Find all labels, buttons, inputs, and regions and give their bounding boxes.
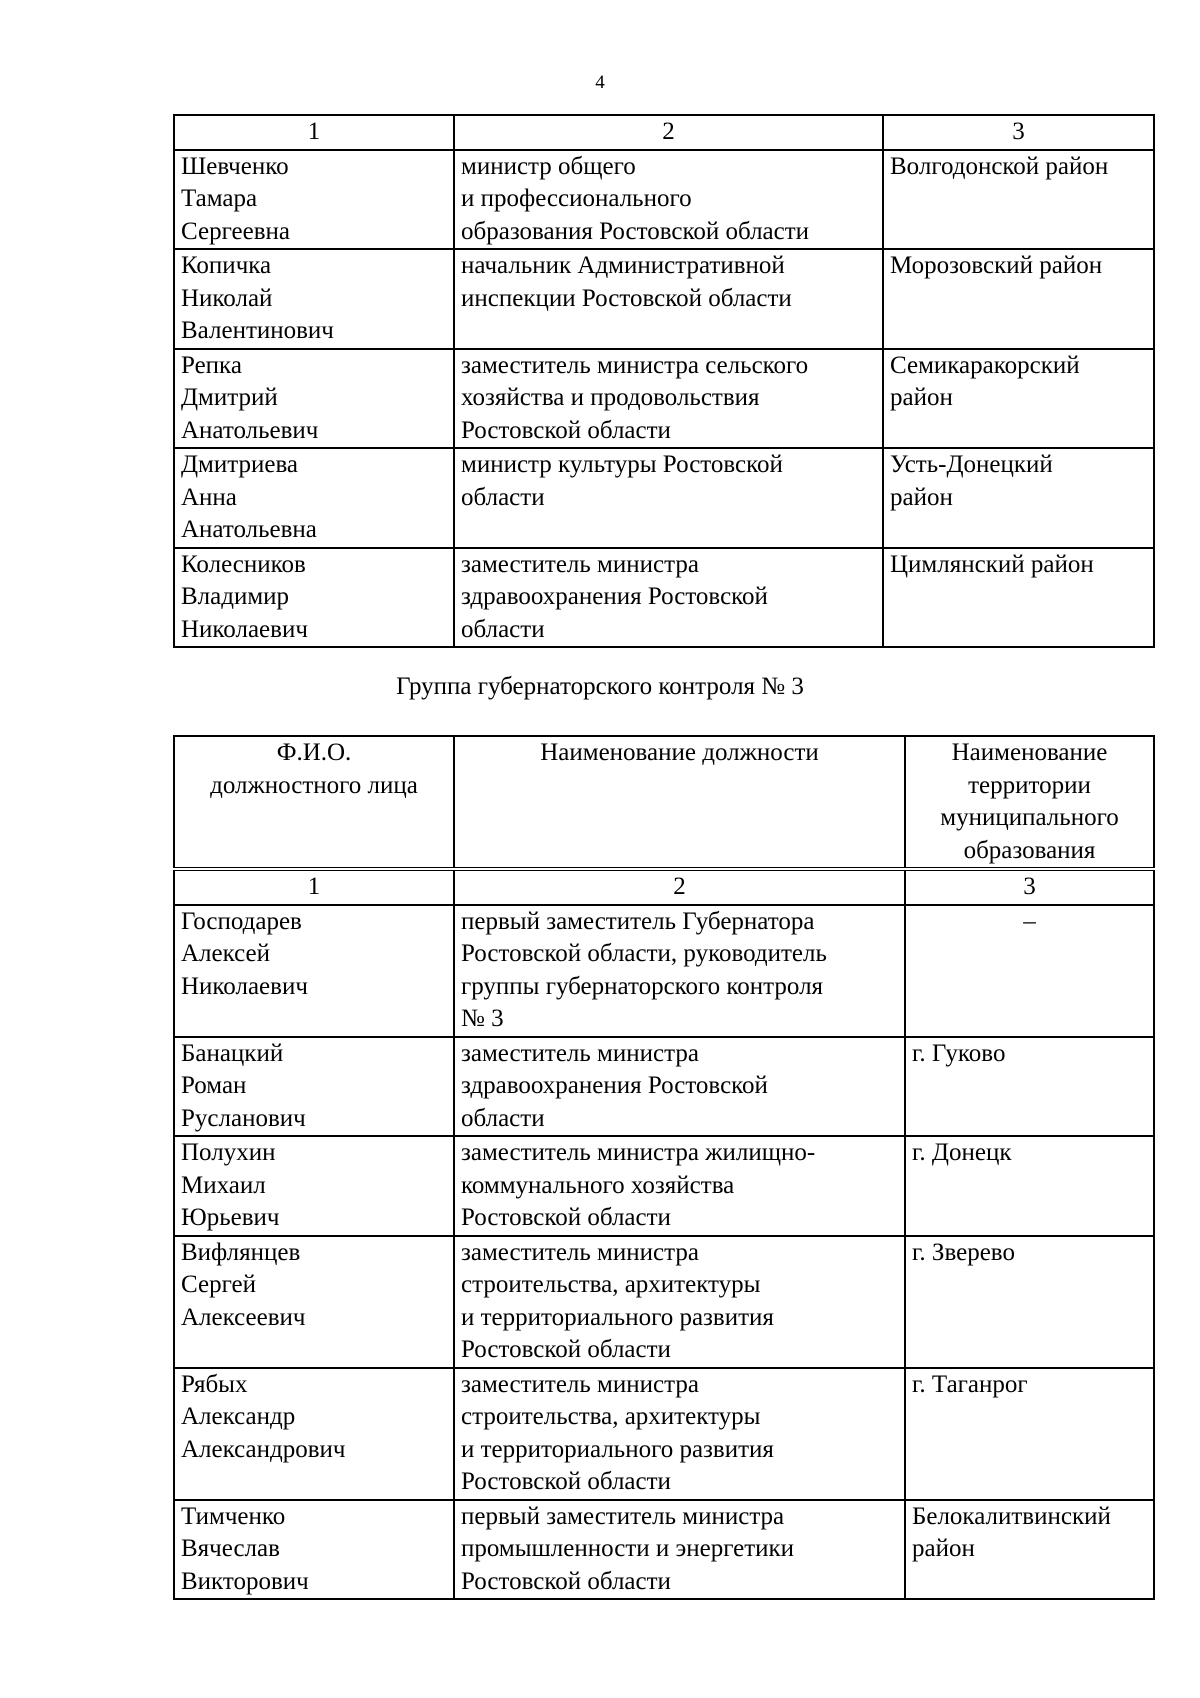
table-row [174, 1500, 1154, 1600]
position-cell-line: области [461, 483, 545, 511]
position-cell-line: № 3 [461, 1005, 504, 1032]
territory-cell [905, 1136, 1154, 1236]
person-name-cell-line: Николаевич [181, 615, 308, 643]
column-number: 2 [454, 115, 883, 150]
column-number-row [174, 869, 1154, 905]
territory-cell-line: Усть-Донецкий [890, 451, 1053, 478]
person-name-cell-line: Вифлянцев [181, 1238, 301, 1266]
position-cell-line: Ростовской области [461, 416, 671, 444]
position-cell-line: заместитель министра [461, 1039, 699, 1067]
position-cell-line: строительства, архитектуры [461, 1403, 761, 1430]
header-position-line: Наименование должности [540, 739, 819, 766]
table-row [174, 249, 1154, 349]
person-name-cell [174, 349, 454, 449]
person-name-cell-line: Вячеслав [181, 1535, 280, 1562]
position-cell-line: заместитель министра жилищно- [461, 1139, 816, 1166]
header-territory-line: образования [963, 836, 1096, 864]
header-full-name-line: Ф.И.О. [276, 739, 352, 766]
table-row [174, 150, 1154, 250]
person-name-cell [174, 1368, 454, 1500]
person-name-cell-line: Колесников [181, 550, 306, 578]
person-name-cell-line: Викторович [181, 1567, 309, 1595]
position-cell-line: области [461, 615, 545, 643]
position-cell [454, 1037, 905, 1137]
person-name-cell [174, 548, 454, 648]
header-full-name-line: должностного лица [210, 771, 418, 799]
position-cell [454, 249, 883, 349]
position-cell [454, 1236, 905, 1368]
person-name-cell-line: Владимир [181, 583, 290, 610]
position-cell-line: здравоохранения Ростовской [461, 583, 768, 610]
territory-cell [905, 1236, 1154, 1368]
person-name-cell-line: Александрович [181, 1435, 346, 1463]
territory-cell [883, 150, 1154, 250]
position-cell-line: промышленности и энергетики [461, 1535, 795, 1562]
territory-cell [883, 349, 1154, 449]
column-number: 1 [174, 869, 454, 905]
group-2-table-continuation [173, 114, 1155, 648]
table-row [174, 1136, 1154, 1236]
position-cell-line: министр культуры Ростовской [461, 451, 783, 478]
header-territory-line: муниципального [940, 804, 1119, 831]
territory-cell-line: г. Зверево [912, 1238, 1015, 1266]
position-cell-line: Ростовской области, руководитель [461, 940, 827, 967]
person-name-cell [174, 1037, 454, 1137]
person-name-cell-line: Валентинович [181, 317, 334, 344]
position-cell-line: Ростовской области [461, 1204, 671, 1231]
position-cell-line: и профессионального [461, 185, 692, 212]
position-cell-line: инспекции Ростовской области [461, 284, 792, 312]
territory-cell-line: г. Гуково [912, 1039, 1006, 1067]
header-territory-line: территории [968, 771, 1091, 799]
position-cell-line: строительства, архитектуры [461, 1271, 761, 1298]
person-name-cell-line: Анатольевич [181, 416, 319, 444]
person-name-cell-line: Сергеевна [181, 217, 290, 245]
position-cell [454, 150, 883, 250]
position-cell-line: хозяйства и продовольствия [461, 384, 760, 411]
person-name-cell-line: Александр [181, 1403, 296, 1430]
person-name-cell-line: Михаил [181, 1171, 266, 1199]
position-cell-line: коммунального хозяйства [461, 1171, 735, 1199]
position-cell-line: заместитель министра сельского [461, 351, 809, 379]
position-cell-line: и территориального развития [461, 1303, 774, 1331]
header-position [454, 736, 905, 869]
person-name-cell-line: Дмитриева [181, 451, 299, 478]
header-full-name [174, 736, 454, 869]
person-name-cell-line: Тамара [181, 185, 258, 212]
table-row [174, 548, 1154, 648]
position-cell-line: министр общего [461, 152, 636, 180]
person-name-cell [174, 1500, 454, 1600]
person-name-cell-line: Алексей [181, 940, 271, 967]
table-row [174, 448, 1154, 548]
territory-cell [883, 249, 1154, 349]
territory-cell-line: Цимлянский район [890, 550, 1094, 578]
position-cell-line: здравоохранения Ростовской [461, 1072, 768, 1099]
page-number: 4 [595, 72, 605, 93]
person-name-cell-line: Анна [181, 483, 237, 511]
person-name-cell-line: Роман [181, 1072, 247, 1099]
person-name-cell [174, 905, 454, 1037]
person-name-cell-line: Копичка [181, 252, 272, 279]
territory-cell [883, 548, 1154, 648]
territory-cell-line: Морозовский район [890, 252, 1103, 279]
position-cell [454, 548, 883, 648]
person-name-cell-line: Господарев [181, 907, 302, 935]
person-name-cell-line: Полухин [181, 1139, 276, 1166]
column-number: 1 [174, 115, 454, 150]
column-number: 3 [883, 115, 1154, 150]
table-row [174, 1037, 1154, 1137]
territory-cell-line: г. Таганрог [912, 1370, 1028, 1398]
person-name-cell-line: Банацкий [181, 1039, 284, 1067]
territory-cell [905, 1368, 1154, 1500]
group-3-table [173, 735, 1155, 1600]
column-number: 3 [905, 869, 1154, 905]
header-row [174, 736, 1154, 869]
position-cell-line: заместитель министра [461, 1238, 699, 1266]
position-cell-line: группы губернаторского контроля [461, 972, 824, 1000]
position-cell [454, 349, 883, 449]
column-number-row [174, 115, 1154, 150]
table-row [174, 1236, 1154, 1368]
territory-cell-line: район [912, 1535, 975, 1562]
position-cell-line: начальник Административной [461, 252, 785, 279]
table-row [174, 349, 1154, 449]
person-name-cell-line: Тимченко [181, 1502, 286, 1530]
table-row [174, 905, 1154, 1037]
person-name-cell-line: Дмитрий [181, 384, 278, 411]
person-name-cell-line: Русланович [181, 1104, 306, 1132]
territory-cell-line: – [1023, 907, 1036, 935]
person-name-cell-line: Николаевич [181, 972, 308, 1000]
position-cell-line: Ростовской области [461, 1468, 671, 1495]
person-name-cell [174, 249, 454, 349]
header-territory [905, 736, 1154, 869]
group-title: Группа губернаторского контроля № 3 [396, 673, 804, 700]
person-name-cell-line: Юрьевич [181, 1204, 280, 1231]
header-territory-line: Наименование [951, 739, 1108, 766]
territory-cell [883, 448, 1154, 548]
person-name-cell [174, 448, 454, 548]
position-cell-line: первый заместитель Губернатора [461, 907, 815, 935]
position-cell [454, 448, 883, 548]
position-cell-line: первый заместитель министра [461, 1502, 785, 1530]
territory-cell [905, 1037, 1154, 1137]
person-name-cell-line: Алексеевич [181, 1303, 306, 1331]
position-cell-line: заместитель министра [461, 1370, 699, 1398]
person-name-cell [174, 150, 454, 250]
position-cell-line: заместитель министра [461, 550, 699, 578]
territory-cell [905, 1500, 1154, 1600]
column-number: 2 [454, 869, 905, 905]
position-cell-line: образования Ростовской области [461, 217, 810, 245]
person-name-cell [174, 1136, 454, 1236]
territory-cell-line: Белокалитвинский [912, 1502, 1111, 1530]
person-name-cell-line: Николай [181, 284, 273, 312]
position-cell [454, 905, 905, 1037]
person-name-cell-line: Рябых [181, 1370, 248, 1398]
position-cell [454, 1500, 905, 1600]
table-row [174, 1368, 1154, 1500]
person-name-cell-line: Шевченко [181, 152, 289, 180]
territory-cell-line: район [890, 483, 953, 511]
territory-cell [905, 905, 1154, 1037]
territory-cell-line: Волгодонской район [890, 152, 1109, 180]
territory-cell-line: район [890, 384, 953, 411]
territory-cell-line: Семикаракорский [890, 351, 1080, 379]
territory-cell-line: г. Донецк [912, 1139, 1012, 1166]
person-name-cell-line: Репка [181, 351, 242, 379]
person-name-cell-line: Сергей [181, 1271, 256, 1298]
position-cell-line: и территориального развития [461, 1435, 774, 1463]
position-cell [454, 1368, 905, 1500]
position-cell-line: области [461, 1104, 545, 1132]
position-cell [454, 1136, 905, 1236]
person-name-cell [174, 1236, 454, 1368]
person-name-cell-line: Анатольевна [181, 516, 317, 543]
position-cell-line: Ростовской области [461, 1567, 671, 1595]
position-cell-line: Ростовской области [461, 1336, 671, 1363]
